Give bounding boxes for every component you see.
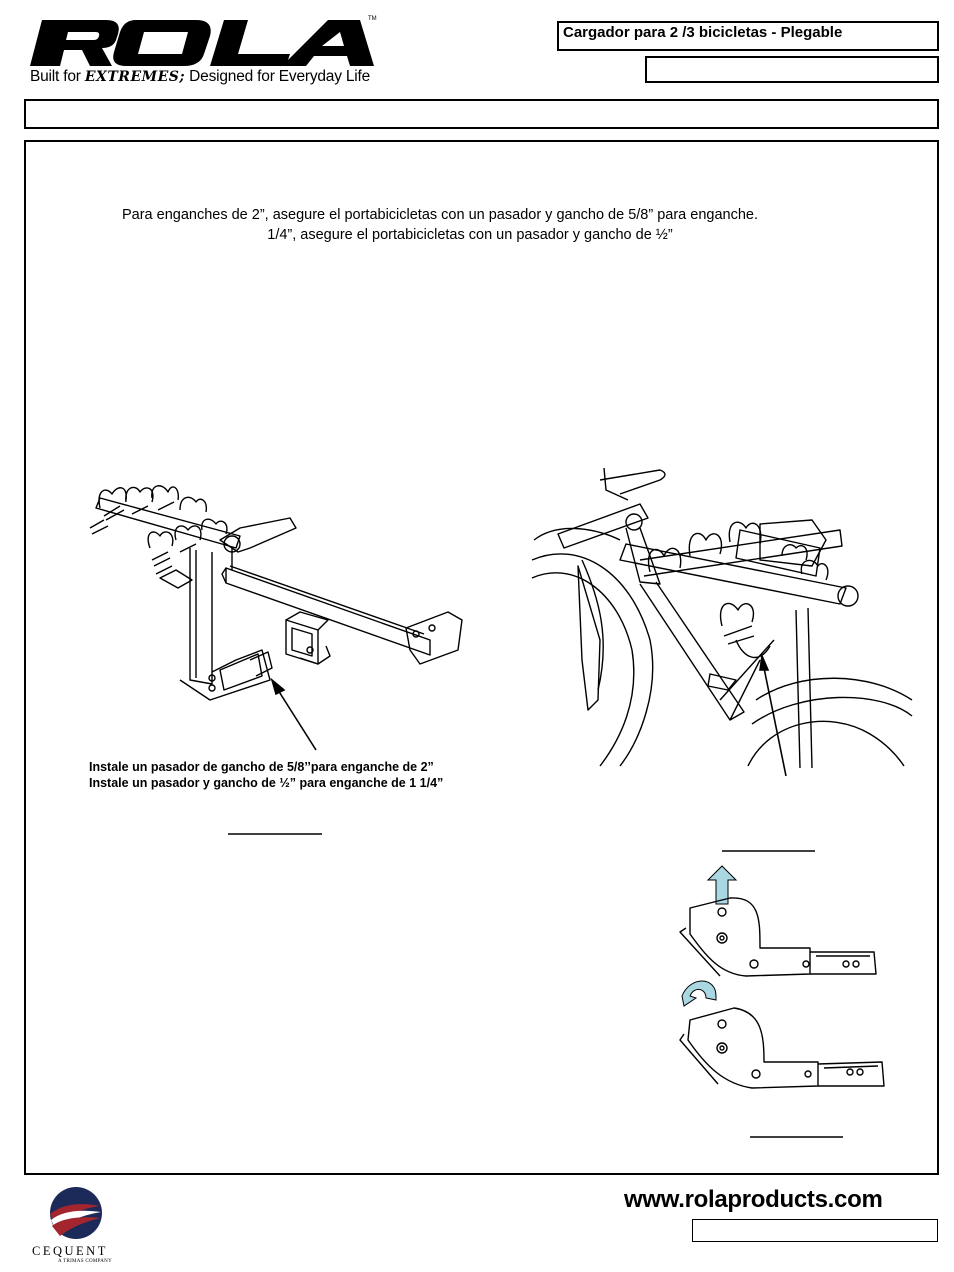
brand-tagline: Built for EXTREMES; Designed for Everyday Life	[30, 68, 371, 85]
product-title: Cargador para 2 /3 bicicletas - Plegable	[563, 24, 843, 41]
hitch-pin-pointer-arrow	[272, 680, 316, 750]
instruction-line-1: Para enganches de 2”, asegure el portabicicletas con un pasador y gancho de 5/8” para enganche.	[121, 207, 759, 223]
website-link[interactable]: www.rolaproducts.com	[624, 1186, 883, 1213]
instruction-line-2: 1/4”, asegure el portabicicletas con un pasador y gancho de ½”	[267, 227, 673, 243]
folding-bracket-illustration	[680, 898, 876, 976]
company-subtitle: A TRIMAS COMPANY	[58, 1259, 112, 1264]
hitch-caption-line-2: Instale un pasador y gancho de ½” para enganche de 1 1/4”	[89, 776, 444, 790]
hitch-caption-line-1: Instale un pasador de gancho de 5/8’’para enganche de 2”	[89, 760, 434, 774]
cequent-logo-icon	[50, 1187, 102, 1239]
rotate-arrow-icon	[682, 981, 716, 1006]
footer-code-box	[692, 1219, 938, 1242]
folding-bracket-rotated-illustration	[680, 1008, 884, 1088]
hitch-rack-illustration	[90, 486, 462, 700]
bike-on-rack-illustration	[532, 468, 912, 768]
svg-text:TM: TM	[368, 16, 377, 22]
company-name: CEQUENT	[32, 1244, 108, 1258]
